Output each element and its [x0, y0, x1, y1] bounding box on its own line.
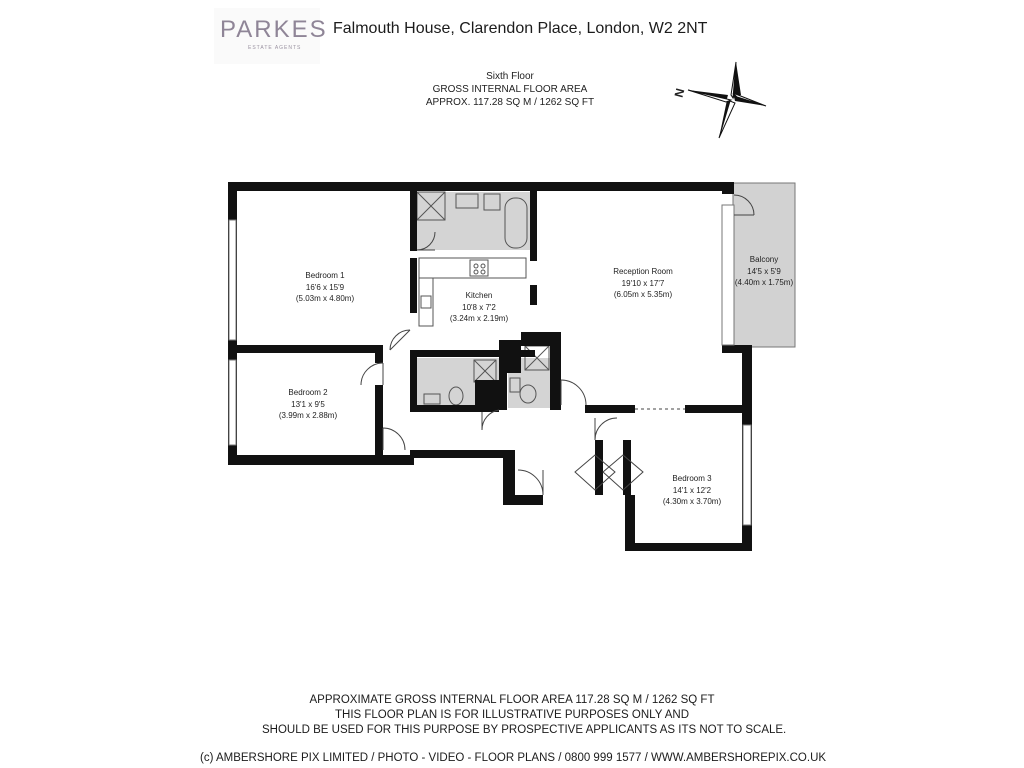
svg-text:16'6 x 15'9: 16'6 x 15'9 — [305, 283, 345, 292]
room-label-bedroom-2 — [279, 388, 338, 420]
svg-text:14'1 x 12'2: 14'1 x 12'2 — [672, 486, 712, 495]
balcony-area — [733, 183, 795, 347]
floor-area-value: APPROX. 117.28 SQ M / 1262 SQ FT — [425, 97, 595, 108]
room-label-bedroom-3 — [663, 474, 722, 506]
room-label-reception-room — [613, 267, 673, 299]
wardrobes — [575, 455, 643, 490]
room-label-bedroom-1 — [296, 271, 355, 303]
floor-name: Sixth Floor — [486, 71, 534, 82]
svg-text:Bedroom 1: Bedroom 1 — [305, 271, 345, 280]
logo-subtext: ESTATE AGENTS — [248, 45, 302, 51]
room-label-kitchen — [450, 291, 509, 323]
logo-wordmark: PARKES — [220, 16, 328, 43]
svg-text:13'1 x 9'5: 13'1 x 9'5 — [291, 400, 325, 409]
svg-text:(5.03m x 4.80m): (5.03m x 4.80m) — [295, 294, 355, 303]
compass-icon — [672, 62, 766, 138]
svg-text:(3.99m x 2.88m): (3.99m x 2.88m) — [278, 411, 338, 420]
svg-text:(6.05m x 5.35m): (6.05m x 5.35m) — [613, 290, 673, 299]
disclaimer — [262, 693, 787, 738]
svg-text:10'8 x 7'2: 10'8 x 7'2 — [462, 303, 496, 312]
svg-text:(4.40m x 1.75m): (4.40m x 1.75m) — [734, 278, 794, 287]
photographer-credit: (c) AMBERSHORE PIX LIMITED / PHOTO - VIDEO - FLOOR PLANS / 0800 999 1577 / WWW.AMBERSHOREPIX.CO.UK — [200, 752, 827, 764]
disclaimer-line-3: SHOULD BE USED FOR THIS PURPOSE BY PROSPECTIVE APPLICANTS AS ITS NOT TO SCALE. — [262, 724, 787, 736]
disclaimer-line-2: THIS FLOOR PLAN IS FOR ILLUSTRATIVE PURPOSES ONLY AND — [334, 709, 690, 721]
svg-text:Reception Room: Reception Room — [613, 267, 673, 276]
disclaimer-line-1: APPROXIMATE GROSS INTERNAL FLOOR AREA 117.28 SQ M / 1262 SQ FT — [309, 694, 715, 706]
svg-text:Kitchen: Kitchen — [465, 291, 493, 300]
svg-text:19'10 x 17'7: 19'10 x 17'7 — [621, 279, 665, 288]
svg-text:Bedroom 2: Bedroom 2 — [288, 388, 328, 397]
svg-text:14'5 x 5'9: 14'5 x 5'9 — [747, 267, 781, 276]
svg-text:(4.30m x 3.70m): (4.30m x 3.70m) — [662, 497, 722, 506]
svg-text:(3.24m x 2.19m): (3.24m x 2.19m) — [449, 314, 509, 323]
compass-north-label: N — [671, 86, 688, 99]
svg-text:Balcony: Balcony — [749, 255, 779, 264]
property-address: Falmouth House, Clarendon Place, London, W2 2NT — [333, 20, 708, 37]
floor-area-label: GROSS INTERNAL FLOOR AREA — [432, 84, 588, 95]
svg-text:Bedroom 3: Bedroom 3 — [672, 474, 712, 483]
